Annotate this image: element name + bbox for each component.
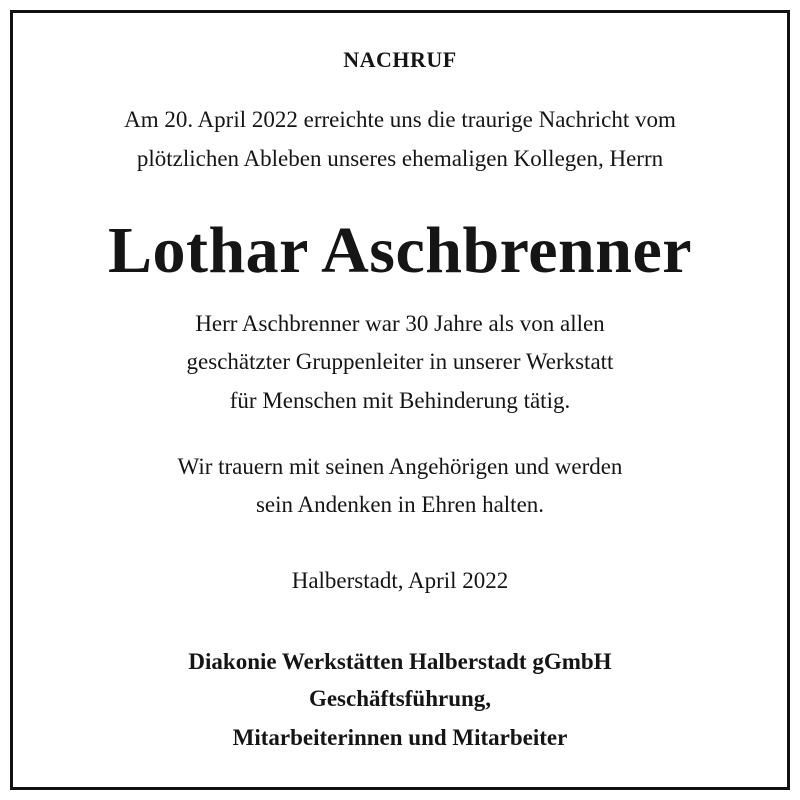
- intro-line-1: Am 20. April 2022 erreichte uns die traurige Nachricht vom: [124, 107, 676, 132]
- mourning-line-1: Wir trauern mit seinen Angehörigen und werden: [177, 454, 623, 479]
- notice-heading: NACHRUF: [343, 47, 457, 72]
- signature-staff: Mitarbeiterinnen und Mitarbeiter: [232, 725, 568, 750]
- tribute-line-2: geschätzter Gruppenleiter in unserer Werkstatt: [186, 349, 614, 374]
- tribute-line-1: Herr Aschbrenner war 30 Jahre als von allen: [195, 311, 605, 336]
- mourning-line-2: sein Andenken in Ehren halten.: [255, 492, 545, 517]
- place-date: Halberstadt, April 2022: [291, 568, 509, 593]
- signature-management: Geschäftsführung,: [308, 686, 492, 711]
- obituary-notice: [10, 10, 790, 790]
- deceased-name: Lothar Aschbrenner: [107, 214, 693, 287]
- signature-organization: Diakonie Werkstätten Halberstadt gGmbH: [188, 649, 612, 674]
- intro-line-2: plötzlichen Ableben unseres ehemaligen Kollegen, Herrn: [136, 146, 664, 171]
- tribute-line-3: für Menschen mit Behinderung tätig.: [229, 388, 571, 413]
